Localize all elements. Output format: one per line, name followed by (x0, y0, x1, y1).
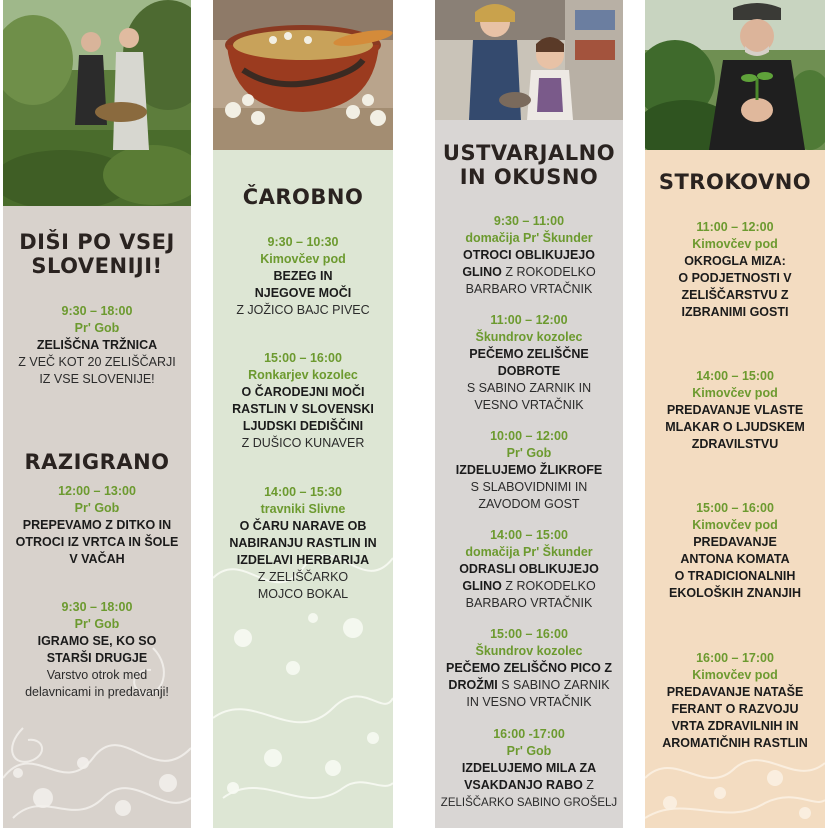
event-place: Pr' Gob (74, 617, 120, 631)
event-line: ZELIŠČARSTVU Z (681, 288, 789, 302)
event-item (3, 483, 191, 568)
column-disi-po-vsej-sloveniji (3, 0, 191, 828)
event-line: Z JOŽICO BAJC PIVEC (236, 303, 370, 317)
event-line: PREDAVANJE NATAŠE (666, 685, 804, 699)
event-line: Z ZELIŠČARKO (257, 570, 349, 584)
event-time: 15:00 – 16:00 (696, 501, 774, 515)
event-time: 9:30 – 11:00 (493, 214, 565, 228)
section-heading (213, 185, 393, 209)
event-line: RASTLIN V SLOVENSKI (232, 402, 374, 416)
event-place: domačija Pr' Škunder (465, 545, 593, 559)
event-line: O ČARODEJNI MOČI (241, 385, 365, 399)
event-time: 15:00 – 16:00 (490, 627, 568, 641)
event-line: IZ VSE SLOVENIJE! (39, 372, 155, 386)
event-line: BEZEG IN (273, 269, 333, 283)
event-place: Pr' Gob (506, 446, 552, 460)
event-line: AROMATIČNIH RASTLIN (662, 736, 808, 750)
event-item (645, 500, 825, 602)
column-carobno (213, 0, 393, 828)
event-line: Varstvo otrok med (46, 668, 148, 682)
event-line: BARBARO VRTAČNIK (465, 282, 593, 296)
event-line: PREPEVAMO Z DITKO IN (22, 518, 172, 532)
event-place: Škundrov kozolec (475, 330, 583, 344)
event-time: 10:00 – 12:00 (490, 429, 568, 443)
event-time: 16:00 – 17:00 (696, 651, 774, 665)
event-line: ZELIŠČNA TRŽNICA (36, 338, 158, 352)
event-time: 16:00 -17:00 (493, 727, 565, 741)
event-line: ODRASLI OBLIKUJEJO (459, 562, 599, 576)
event-line: S SABINO ZARNIK IN (466, 381, 592, 395)
event-line: GLINO Z ROKODELKO (462, 579, 596, 593)
event-place: Škundrov kozolec (475, 644, 583, 658)
event-line: FERANT O RAZVOJU (671, 702, 799, 716)
event-line: PREDAVANJE VLASTE (666, 403, 804, 417)
event-place: Ronkarjev kozolec (248, 368, 358, 382)
section-heading (3, 230, 191, 278)
event-time: 11:00 – 12:00 (696, 220, 774, 234)
event-line: PEČEMO ZELIŠČNE (469, 347, 589, 361)
event-place: Kimovčev pod (692, 668, 778, 682)
event-item (213, 350, 393, 452)
event-line: DOBROTE (497, 364, 561, 378)
event-time: 15:00 – 16:00 (264, 351, 342, 365)
event-line: GLINO Z ROKODELKO (462, 265, 596, 279)
event-time: 9:30 – 18:00 (61, 600, 133, 614)
event-line: IGRAMO SE, KO SO (37, 634, 157, 648)
man-holding-seedling-photo (645, 0, 825, 150)
column-strokovno (645, 0, 825, 828)
event-line: LJUDSKI DEDIŠČINI (242, 419, 364, 433)
event-line: DROŽMI S SABINO ZARNIK (448, 678, 610, 692)
event-time: 11:00 – 12:00 (490, 313, 568, 327)
heading-line: RAZIGRANO (24, 450, 170, 474)
event-line: STARŠI DRUGJE (46, 651, 148, 665)
event-place: domačija Pr' Škunder (465, 231, 593, 245)
event-line: VSAKDANJO RABO Z (464, 778, 594, 792)
event-item (3, 303, 191, 388)
event-line: S SLABOVIDNIMI IN (470, 480, 588, 494)
event-line: V VAČAH (69, 552, 125, 566)
event-item (213, 484, 393, 603)
event-line: OTROCI IZ VRTCA IN ŠOLE (15, 535, 179, 549)
event-place: Kimovčev pod (692, 518, 778, 532)
event-time: 12:00 – 13:00 (58, 484, 136, 498)
tea-cup-elderflower-photo (213, 0, 393, 150)
event-line: NJEGOVE MOČI (254, 286, 352, 300)
event-line: IZDELUJEMO MILA ZA (461, 761, 597, 775)
event-item (435, 428, 623, 513)
event-place: Kimovčev pod (692, 237, 778, 251)
heading-line: SLOVENIJI! (31, 254, 163, 278)
event-time: 14:00 – 15:00 (696, 369, 774, 383)
event-time: 14:00 – 15:00 (490, 528, 568, 542)
event-place: Pr' Gob (74, 321, 120, 335)
event-item (435, 527, 623, 612)
event-place: Kimovčev pod (260, 252, 346, 266)
event-line: MLAKAR O LJUDSKEM (665, 420, 805, 434)
event-item (435, 213, 623, 298)
event-line: EKOLOŠKIH ZNANJIH (669, 586, 801, 600)
event-place: Kimovčev pod (692, 386, 778, 400)
event-line: ZAVODOM GOST (478, 497, 580, 511)
event-item (435, 312, 623, 414)
women-with-herb-basket-photo (3, 0, 191, 206)
section-heading (435, 141, 623, 189)
event-line: IZDELAVI HERBARIJA (236, 553, 370, 567)
event-line: OTROCI OBLIKUJEJO (463, 248, 595, 262)
event-item (645, 219, 825, 321)
event-item (645, 650, 825, 752)
event-line: O TRADICIONALNIH (674, 569, 796, 583)
event-line: IZBRANIMI GOSTI (681, 305, 789, 319)
event-line: NABIRANJU RASTLIN IN (229, 536, 377, 550)
heading-line: USTVARJALNO (442, 141, 616, 165)
event-line: Z VEČ KOT 20 ZELIŠČARJI (18, 355, 176, 369)
event-item (435, 626, 623, 711)
event-time: 9:30 – 10:30 (267, 235, 339, 249)
event-item (213, 234, 393, 319)
event-line: delavnicami in predavanji! (25, 685, 169, 699)
event-item (645, 368, 825, 453)
event-line: OKROGLA MIZA: (684, 254, 786, 268)
event-line: ANTONA KOMATA (680, 552, 790, 566)
event-place: Pr' Gob (506, 744, 552, 758)
event-item (3, 599, 191, 701)
event-line: VESNO VRTAČNIK (474, 398, 584, 412)
event-place: travniki Slivne (260, 502, 346, 516)
event-line: IZDELUJEMO ŽLIKROFE (455, 463, 603, 477)
event-time: 14:00 – 15:30 (264, 485, 342, 499)
event-line: O PODJETNOSTI V (678, 271, 792, 285)
heading-line: STROKOVNO (658, 170, 812, 194)
heading-line: DIŠI PO VSEJ (19, 230, 175, 254)
section-heading (645, 170, 825, 194)
heading-line: IN OKUSNO (459, 165, 599, 189)
event-line: IN VESNO VRTAČNIK (466, 695, 592, 709)
column-ustvarjalno-in-okusno (435, 0, 623, 828)
event-line: O ČARU NARAVE OB (239, 519, 367, 533)
event-line: PEČEMO ZELIŠČNO PICO Z (446, 661, 612, 675)
event-line: BARBARO VRTAČNIK (465, 596, 593, 610)
event-line: VRTA ZDRAVILNIH IN (671, 719, 799, 733)
event-time: 9:30 – 18:00 (61, 304, 133, 318)
event-line: Z DUŠICO KUNAVER (241, 436, 365, 450)
event-item (435, 726, 623, 812)
event-line: MOJCO BOKAL (257, 587, 349, 601)
event-line: PREDAVANJE (693, 535, 777, 549)
children-clay-workshop-photo (435, 0, 623, 120)
event-line: ZELIŠČARKO SABINO GROŠELJ (440, 797, 618, 809)
heading-line: ČAROBNO (242, 185, 364, 209)
event-line: ZDRAVILSTVU (691, 437, 779, 451)
event-place: Pr' Gob (74, 501, 120, 515)
section-heading (3, 450, 191, 474)
